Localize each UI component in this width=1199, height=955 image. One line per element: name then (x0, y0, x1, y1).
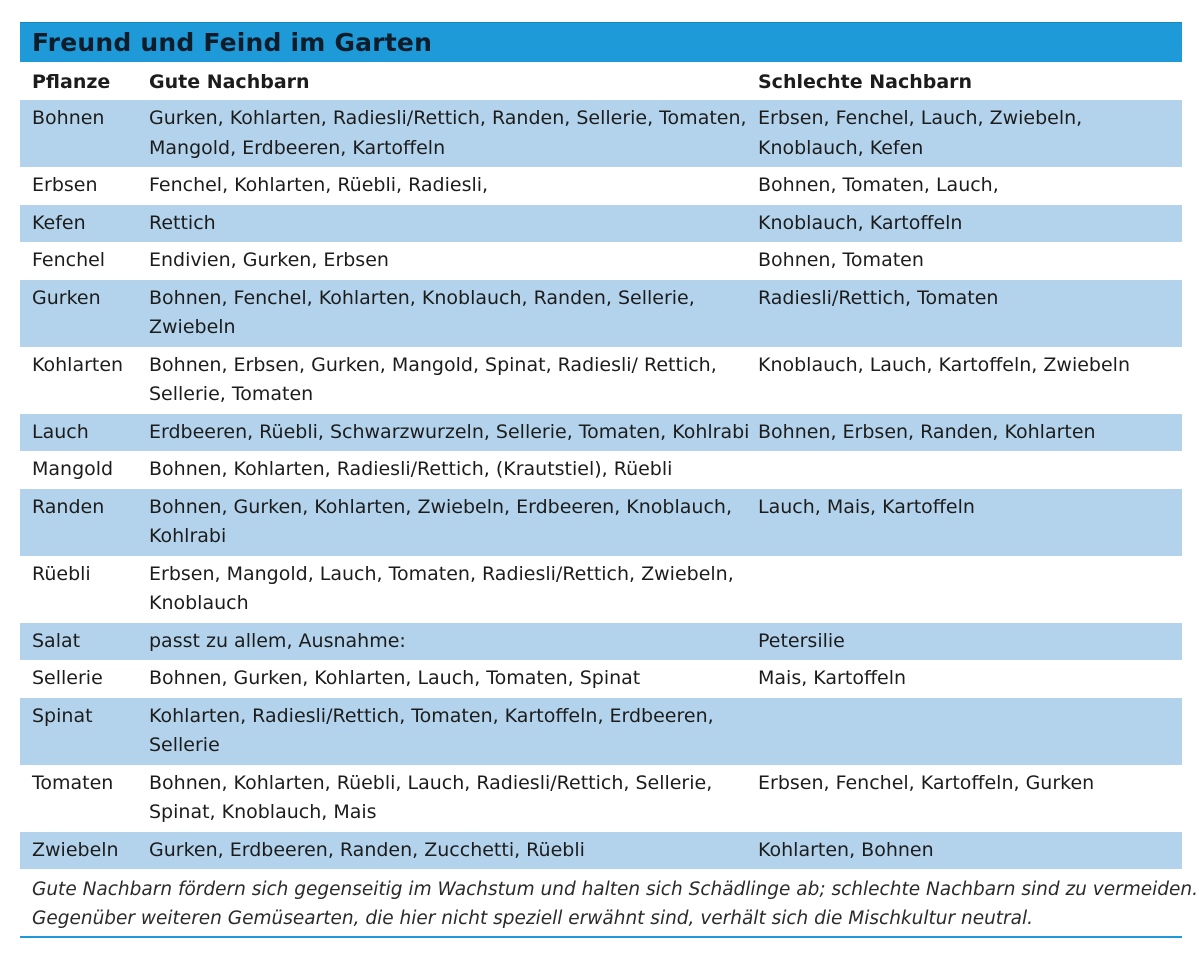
good-neighbors-cell: Kohlarten, Radiesli/Rettich, Tomaten, Kartoffeln, Erdbeeren, Sellerie (149, 698, 758, 765)
table-row (20, 832, 1182, 870)
plant-cell: Lauch (20, 414, 149, 452)
good-neighbors-cell: Bohnen, Gurken, Kohlarten, Lauch, Tomaten, Spinat (149, 660, 758, 698)
column-header-pflanze: Pflanze (32, 71, 111, 93)
bad-neighbors-cell: Lauch, Mais, Kartoffeln (758, 489, 1182, 556)
good-neighbors-cell: Rettich (149, 205, 758, 243)
neighbors-table (20, 62, 1182, 869)
plant-cell: Kefen (20, 205, 149, 243)
bad-neighbors-cell: Bohnen, Erbsen, Randen, Kohlarten (758, 414, 1182, 452)
good-neighbors-cell: Erbsen, Mangold, Lauch, Tomaten, Radiesli/Rettich, Zwiebeln, Knoblauch (149, 556, 758, 623)
good-neighbors-cell: Gurken, Kohlarten, Radiesli/Rettich, Randen, Sellerie, Tomaten, Mangold, Erdbeeren, Kartoffeln (149, 100, 758, 167)
table-row (20, 698, 1182, 765)
table-row (20, 414, 1182, 452)
plant-cell: Bohnen (20, 100, 149, 167)
good-neighbors-cell: Fenchel, Kohlarten, Rüebli, Radiesli, (149, 167, 758, 205)
good-neighbors-cell: Bohnen, Kohlarten, Radiesli/Rettich, (Krautstiel), Rüebli (149, 451, 758, 489)
bad-neighbors-cell: Knoblauch, Kartoffeln (758, 205, 1182, 243)
bad-neighbors-cell (758, 556, 1182, 623)
plant-cell: Mangold (20, 451, 149, 489)
good-neighbors-cell: Bohnen, Fenchel, Kohlarten, Knoblauch, Randen, Sellerie, Zwiebeln (149, 280, 758, 347)
table-row (20, 205, 1182, 243)
column-header-schlechte-nachbarn: Schlechte Nachbarn (758, 71, 973, 93)
good-neighbors-cell: Bohnen, Erbsen, Gurken, Mangold, Spinat, Radiesli/ Rettich, Sellerie, Tomaten (149, 347, 758, 414)
table-row (20, 765, 1182, 832)
column-header-gute-nachbarn: Gute Nachbarn (149, 71, 310, 93)
table-row (20, 489, 1182, 556)
table-row (20, 451, 1182, 489)
plant-cell: Fenchel (20, 242, 149, 280)
bad-neighbors-cell: Mais, Kartoffeln (758, 660, 1182, 698)
page-title: Freund und Feind im Garten (32, 28, 433, 57)
good-neighbors-cell: Bohnen, Gurken, Kohlarten, Zwiebeln, Erdbeeren, Knoblauch, Kohlrabi (149, 489, 758, 556)
table-row (20, 100, 1182, 167)
table-row (20, 242, 1182, 280)
plant-cell: Spinat (20, 698, 149, 765)
plant-cell: Sellerie (20, 660, 149, 698)
bad-neighbors-cell: Erbsen, Fenchel, Kartoffeln, Gurken (758, 765, 1182, 832)
plant-cell: Kohlarten (20, 347, 149, 414)
footnote (20, 875, 1198, 933)
good-neighbors-cell: Erdbeeren, Rüebli, Schwarzwurzeln, Sellerie, Tomaten, Kohlrabi (149, 414, 758, 452)
table-row (20, 167, 1182, 205)
plant-cell: Zwiebeln (20, 832, 149, 870)
bad-neighbors-cell (758, 451, 1182, 489)
plant-cell: Rüebli (20, 556, 149, 623)
title-bar (20, 22, 1182, 62)
table-row (20, 280, 1182, 347)
table-row (20, 623, 1182, 661)
bad-neighbors-cell: Kohlarten, Bohnen (758, 832, 1182, 870)
plant-cell: Salat (20, 623, 149, 661)
table-row (20, 660, 1182, 698)
bad-neighbors-cell: Knoblauch, Lauch, Kartoffeln, Zwiebeln (758, 347, 1182, 414)
table-body (20, 100, 1182, 869)
bad-neighbors-cell: Radiesli/Rettich, Tomaten (758, 280, 1182, 347)
garden-neighbors-panel (20, 22, 1198, 938)
bad-neighbors-cell: Erbsen, Fenchel, Lauch, Zwiebeln, Knoblauch, Kefen (758, 100, 1182, 167)
footnote-line: Gute Nachbarn fördern sich gegenseitig im Wachstum und halten sich Schädlinge ab; schlechte Nachbarn sind zu vermeiden. (32, 879, 1198, 900)
plant-cell: Erbsen (20, 167, 149, 205)
bad-neighbors-cell (758, 698, 1182, 765)
plant-cell: Gurken (20, 280, 149, 347)
good-neighbors-cell: Endivien, Gurken, Erbsen (149, 242, 758, 280)
bad-neighbors-cell: Bohnen, Tomaten, Lauch, (758, 167, 1182, 205)
footnote-line: Gegenüber weiteren Gemüsearten, die hier nicht speziell erwähnt sind, verhält sich die Mischkultur neutral. (32, 908, 1034, 929)
good-neighbors-cell: Bohnen, Kohlarten, Rüebli, Lauch, Radiesli/Rettich, Sellerie, Spinat, Knoblauch, Mais (149, 765, 758, 832)
table-row (20, 347, 1182, 414)
table-row (20, 556, 1182, 623)
good-neighbors-cell: passt zu allem, Ausnahme: (149, 623, 758, 661)
bad-neighbors-cell: Bohnen, Tomaten (758, 242, 1182, 280)
table-header-row (20, 62, 1182, 100)
good-neighbors-cell: Gurken, Erdbeeren, Randen, Zucchetti, Rüebli (149, 832, 758, 870)
plant-cell: Tomaten (20, 765, 149, 832)
plant-cell: Randen (20, 489, 149, 556)
bad-neighbors-cell: Petersilie (758, 623, 1182, 661)
bottom-divider (20, 936, 1182, 938)
